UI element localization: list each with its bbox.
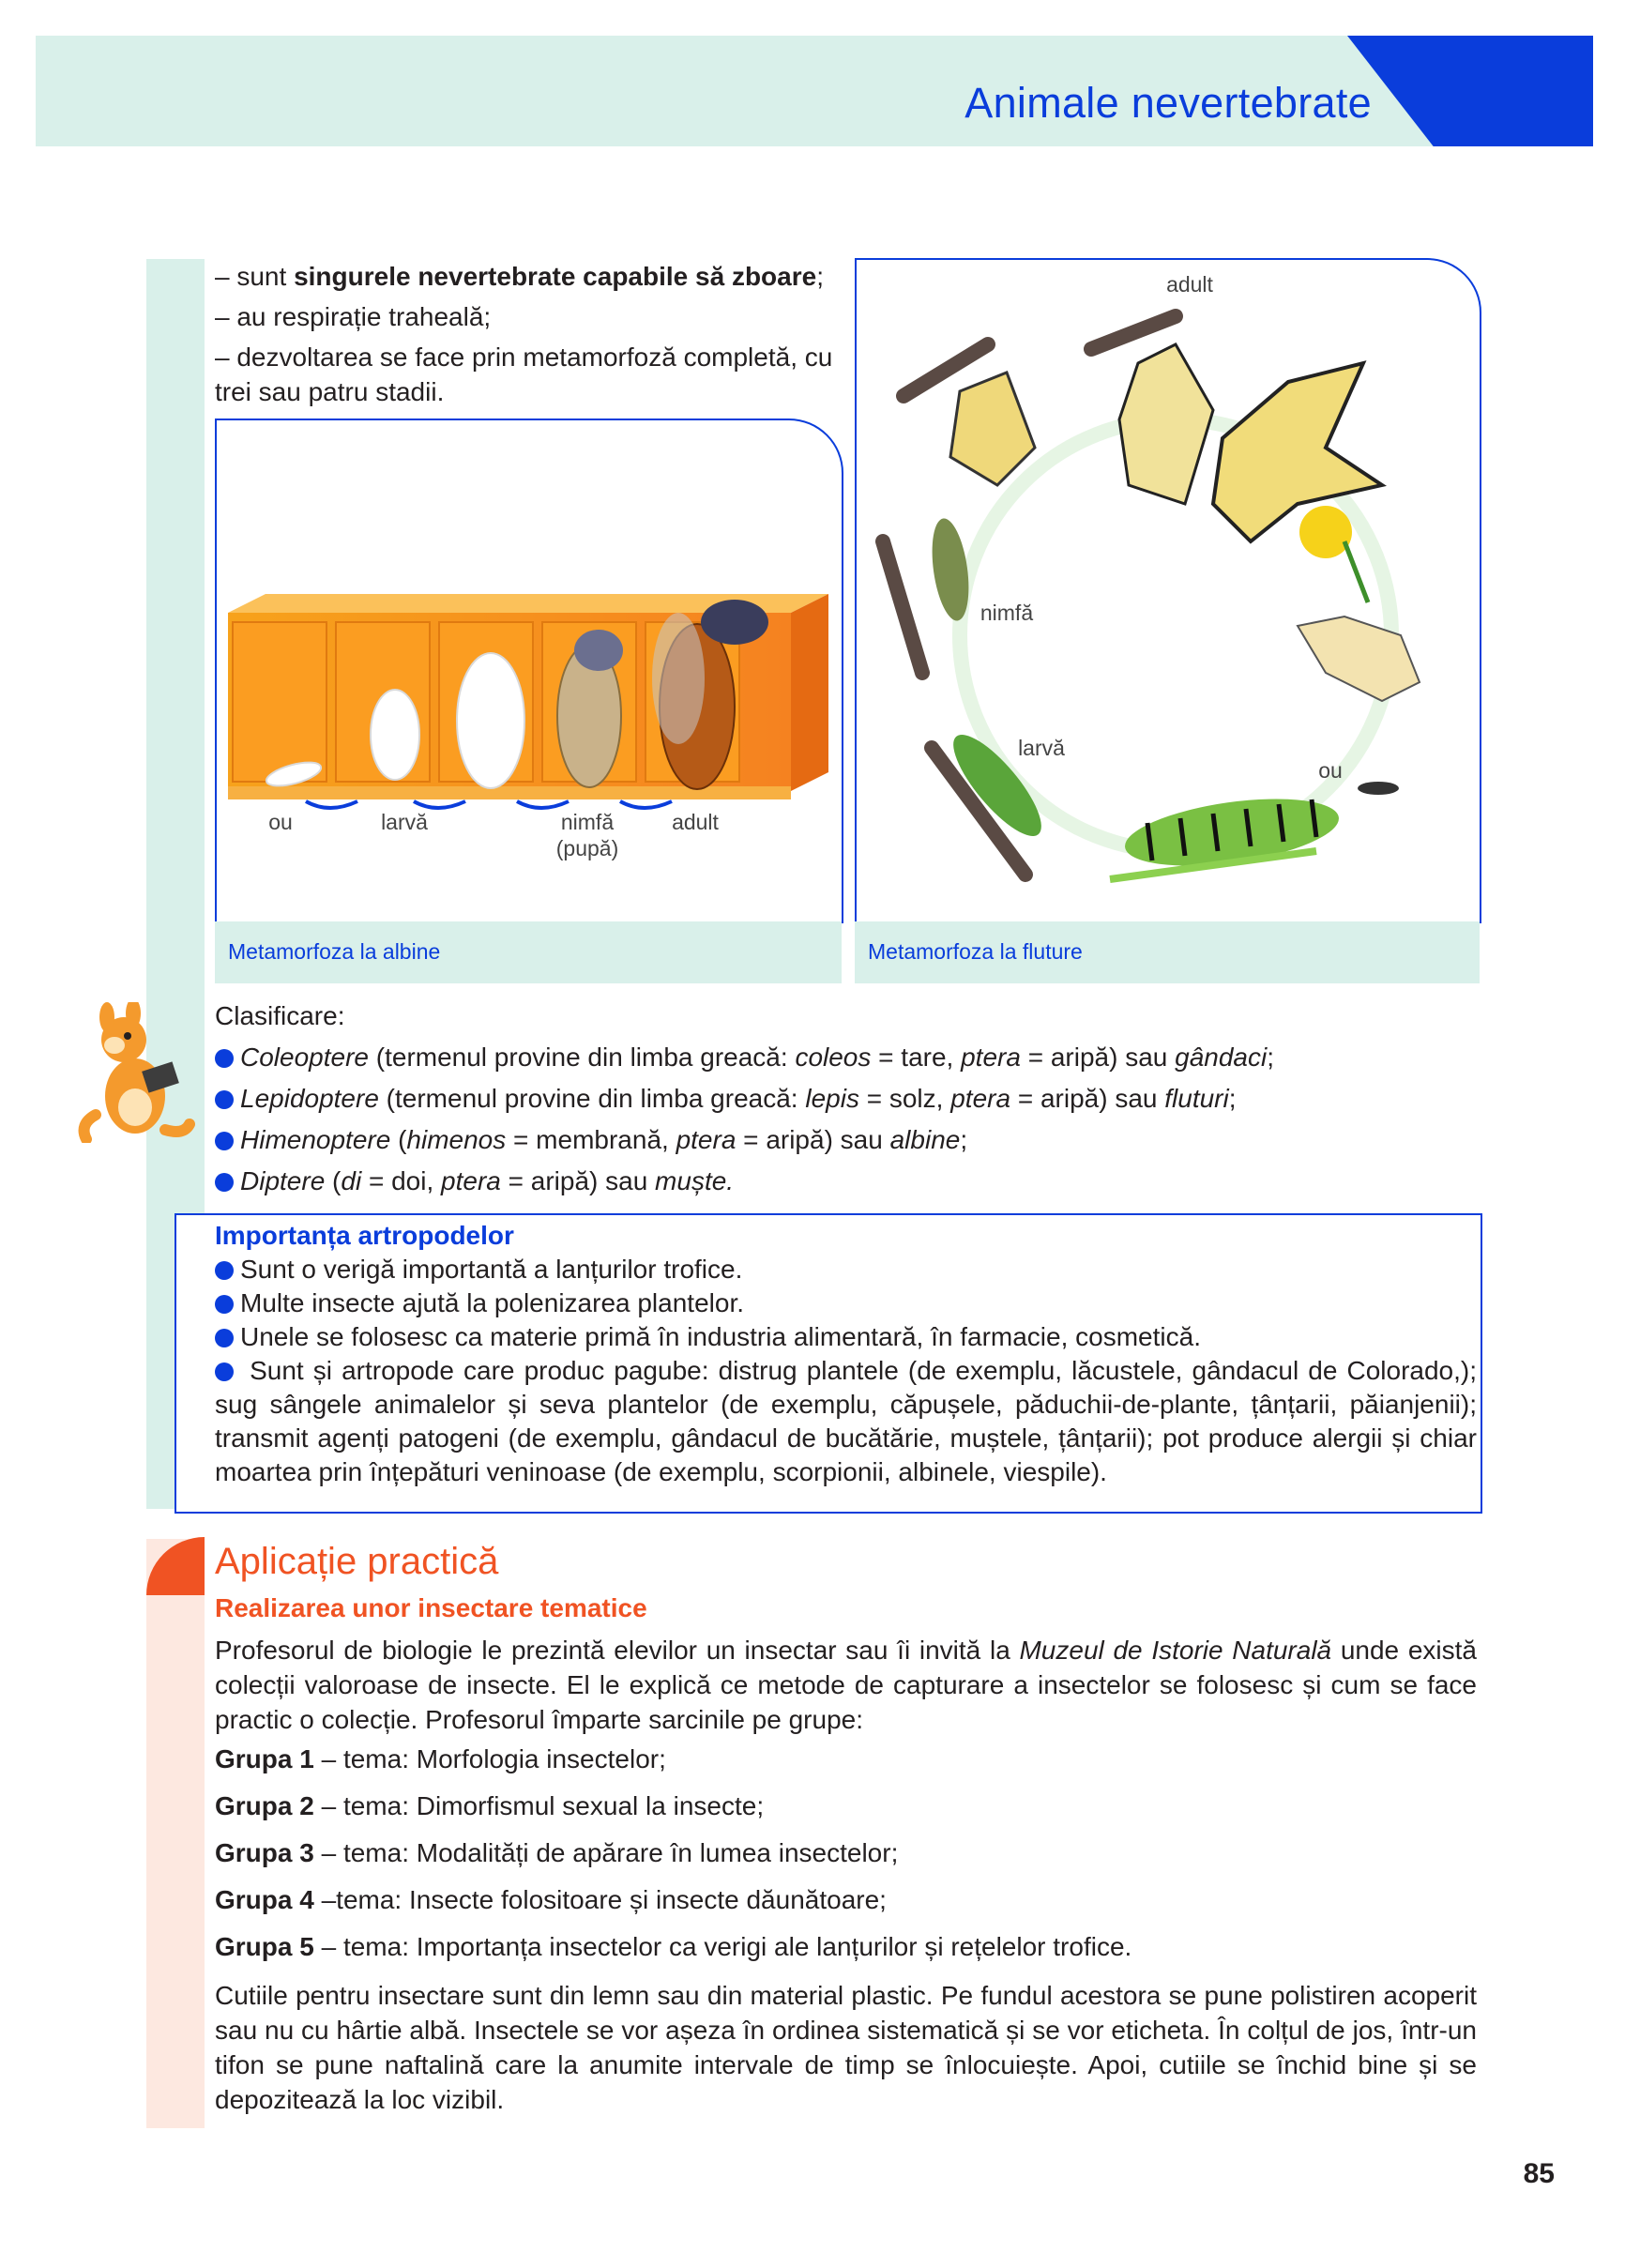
page-number: 85 (1523, 2158, 1555, 2189)
classification-section (215, 998, 1491, 1198)
bullet-icon (215, 1173, 234, 1192)
butterfly-metamorphosis-figure (855, 258, 1481, 923)
importance-item: Unele se folosesc ca materie primă în industria alimentară, în farmacie, cosmetică. (215, 1320, 1477, 1354)
bee-figure-caption: Metamorfoza la albine (215, 921, 842, 983)
bullet-icon (215, 1329, 234, 1347)
classification-item: Lepidoptere (termenul provine din limba greacă: lepis = solz, ptera = aripă) sau fluturi; (215, 1081, 1491, 1116)
classification-item: Himenoptere (himenos = membrană, ptera = aripă) sau albine; (215, 1122, 1491, 1157)
bullet-icon (215, 1362, 234, 1381)
label-larva: larvă (381, 810, 428, 834)
label-ou-butterfly: ou (1318, 758, 1343, 783)
butterfly-figure-caption: Metamorfoza la fluture (855, 921, 1480, 983)
practical-title: Aplicație practică (215, 1541, 499, 1582)
section-strip-practical (146, 1539, 205, 2128)
label-larva-butterfly: larvă (1018, 736, 1065, 760)
bullet-icon (215, 1049, 234, 1068)
intro-line-3: – dezvoltarea se face prin metamorfoză completă, cu trei sau patru stadii. (215, 342, 833, 406)
group-item: Grupa 3 – tema: Modalități de apărare în lumea insectelor; (215, 1838, 899, 1867)
bullet-icon (215, 1261, 234, 1280)
practical-subtitle: Realizarea unor insectare tematice (215, 1593, 647, 1622)
page-title: Animale nevertebrate (964, 79, 1372, 127)
label-nimfa-butterfly: nimfă (980, 601, 1034, 625)
classification-title: Clasificare: (215, 1001, 345, 1030)
importance-item: Multe insecte ajută la polenizarea plantelor. (215, 1286, 1477, 1320)
importance-title: Importanța artropodelor (215, 1221, 514, 1250)
practical-closing: Cutiile pentru insectare sunt din lemn sau din material plastic. Pe fundul acestora se pune polistiren acoperit sau nu cu hârtie albă. Insectele se vor așeza în ordinea sistematică și se vor eticheta. În colțul de jos, într-un tifon se pune naftalină care la anumite intervale de timp se înlocuiește. Apoi, cutiile se închid bine și se depozitează la loc vizibil. (215, 1981, 1477, 2114)
bullet-icon (215, 1090, 234, 1109)
bullet-icon (215, 1295, 234, 1314)
kangaroo-mascot-icon (77, 1002, 197, 1143)
intro-line-1: – sunt singurele nevertebrate capabile să zboare; (215, 262, 824, 291)
importance-item: Sunt și artropode care produc pagube: distrug plantele (de exemplu, lăcustele, gândacul de Colorado,); sug sângele animalelor și seva plantelor (de exemplu, căpușele, păduchii-de-plante, țânțarii, păianjenii); transmit agenți patogeni (de exemplu, gândacul de bucătărie, muștele, țânțarii); pot produce alergii și chiar moartea prin înțepături veninoase (de exemplu, scorpionii, albinele, viespile). (215, 1356, 1477, 1486)
label-ou: ou (268, 810, 293, 834)
group-item: Grupa 2 – tema: Dimorfismul sexual la insecte; (215, 1791, 765, 1820)
group-item: Grupa 5 – tema: Importanța insectelor ca verigi ale lanțurilor și rețelelor trofice. (215, 1932, 1132, 1961)
group-item: Grupa 4 –tema: Insecte folositoare și insecte dăunătoare; (215, 1885, 887, 1914)
label-adult-butterfly: adult (1166, 272, 1213, 297)
group-list (215, 1742, 1477, 1964)
importance-item: Sunt o verigă importantă a lanțurilor trofice. (215, 1253, 1477, 1286)
importance-section (215, 1219, 1477, 1489)
bee-honeycomb-illustration (217, 420, 842, 923)
label-adult: adult (672, 810, 719, 834)
butterfly-cycle-illustration (857, 260, 1480, 923)
classification-item: Diptere (di = doi, ptera = aripă) sau muște. (215, 1164, 1491, 1198)
bee-metamorphosis-figure (215, 419, 843, 923)
label-nimfa: nimfă (pupă) (555, 810, 619, 860)
intro-text (215, 259, 843, 409)
practical-intro: Profesorul de biologie le prezintă elevilor un insectar sau îi invită la Muzeul de Istorie Naturală unde există colecții valoroase de insecte. El le explică ce metode de capturare a insectelor se folosesc și cum se face practic o colecție. Profesorul împarte sarcinile pe grupe: (215, 1636, 1477, 1734)
bullet-icon (215, 1132, 234, 1150)
classification-item: Coleoptere (termenul provine din limba greacă: coleos = tare, ptera = aripă) sau gândaci; (215, 1040, 1491, 1074)
intro-line-2: – au respirație traheală; (215, 302, 492, 331)
group-item: Grupa 1 – tema: Morfologia insectelor; (215, 1744, 666, 1773)
